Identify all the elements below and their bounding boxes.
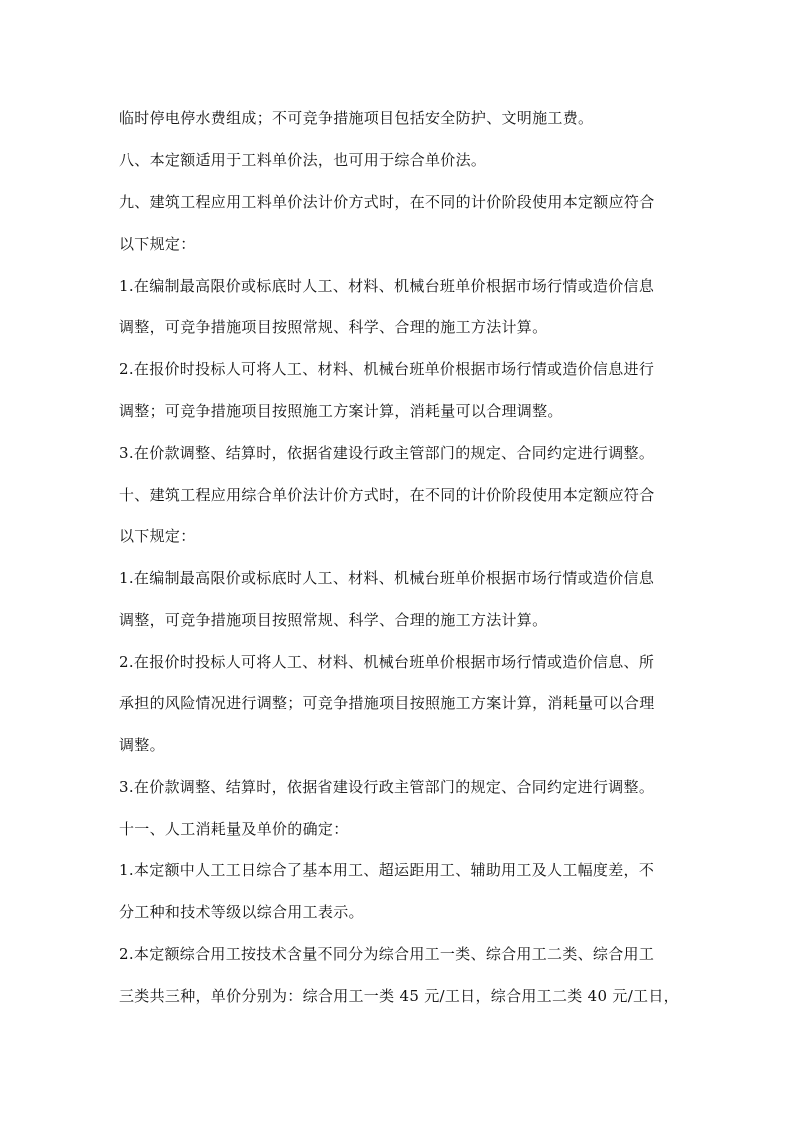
text-line: 2.在报价时投标人可将人工、材料、机械台班单价根据市场行情或造价信息、所 — [119, 653, 655, 671]
text-line: 3.在价款调整、结算时，依据省建设行政主管部门的规定、合同约定进行调整。 — [119, 778, 655, 796]
text-line: 三类共三种，单价分别为：综合用工一类 45 元/工日，综合用工二类 40 元/工日， — [119, 987, 679, 1005]
text-line: 1.本定额中人工工日综合了基本用工、超运距用工、辅助用工及人工幅度差，不 — [119, 861, 655, 879]
text-line: 以下规定： — [119, 527, 196, 545]
text-line: 1.在编制最高限价或标底时人工、材料、机械台班单价根据市场行情或造价信息 — [119, 569, 655, 587]
text-line: 3.在价款调整、结算时，依据省建设行政主管部门的规定、合同约定进行调整。 — [119, 444, 655, 462]
text-line: 十一、人工消耗量及单价的确定： — [119, 820, 349, 838]
text-line: 1.在编制最高限价或标底时人工、材料、机械台班单价根据市场行情或造价信息 — [119, 277, 655, 295]
text-line: 分工种和技术等级以综合用工表示。 — [119, 903, 364, 921]
text-line: 承担的风险情况进行调整；可竞争措施项目按照施工方案计算，消耗量可以合理 — [119, 694, 655, 712]
text-line: 临时停电停水费组成；不可竞争措施项目包括安全防护、文明施工费。 — [119, 109, 594, 127]
text-line: 调整，可竞争措施项目按照常规、科学、合理的施工方法计算。 — [119, 611, 548, 629]
text-line: 九、建筑工程应用工料单价法计价方式时，在不同的计价阶段使用本定额应符合 — [119, 193, 655, 211]
text-line: 2.在报价时投标人可将人工、材料、机械台班单价根据市场行情或造价信息进行 — [119, 360, 655, 378]
text-line: 调整，可竞争措施项目按照常规、科学、合理的施工方法计算。 — [119, 318, 548, 336]
text-line: 十、建筑工程应用综合单价法计价方式时，在不同的计价阶段使用本定额应符合 — [119, 486, 655, 504]
text-line: 以下规定： — [119, 235, 196, 253]
text-line: 调整；可竞争措施项目按照施工方案计算，消耗量可以合理调整。 — [119, 402, 563, 420]
text-line: 八、本定额适用于工料单价法，也可用于综合单价法。 — [119, 151, 487, 169]
text-line: 调整。 — [119, 736, 165, 754]
text-line: 2.本定额综合用工按技术含量不同分为综合用工一类、综合用工二类、综合用工 — [119, 945, 655, 963]
